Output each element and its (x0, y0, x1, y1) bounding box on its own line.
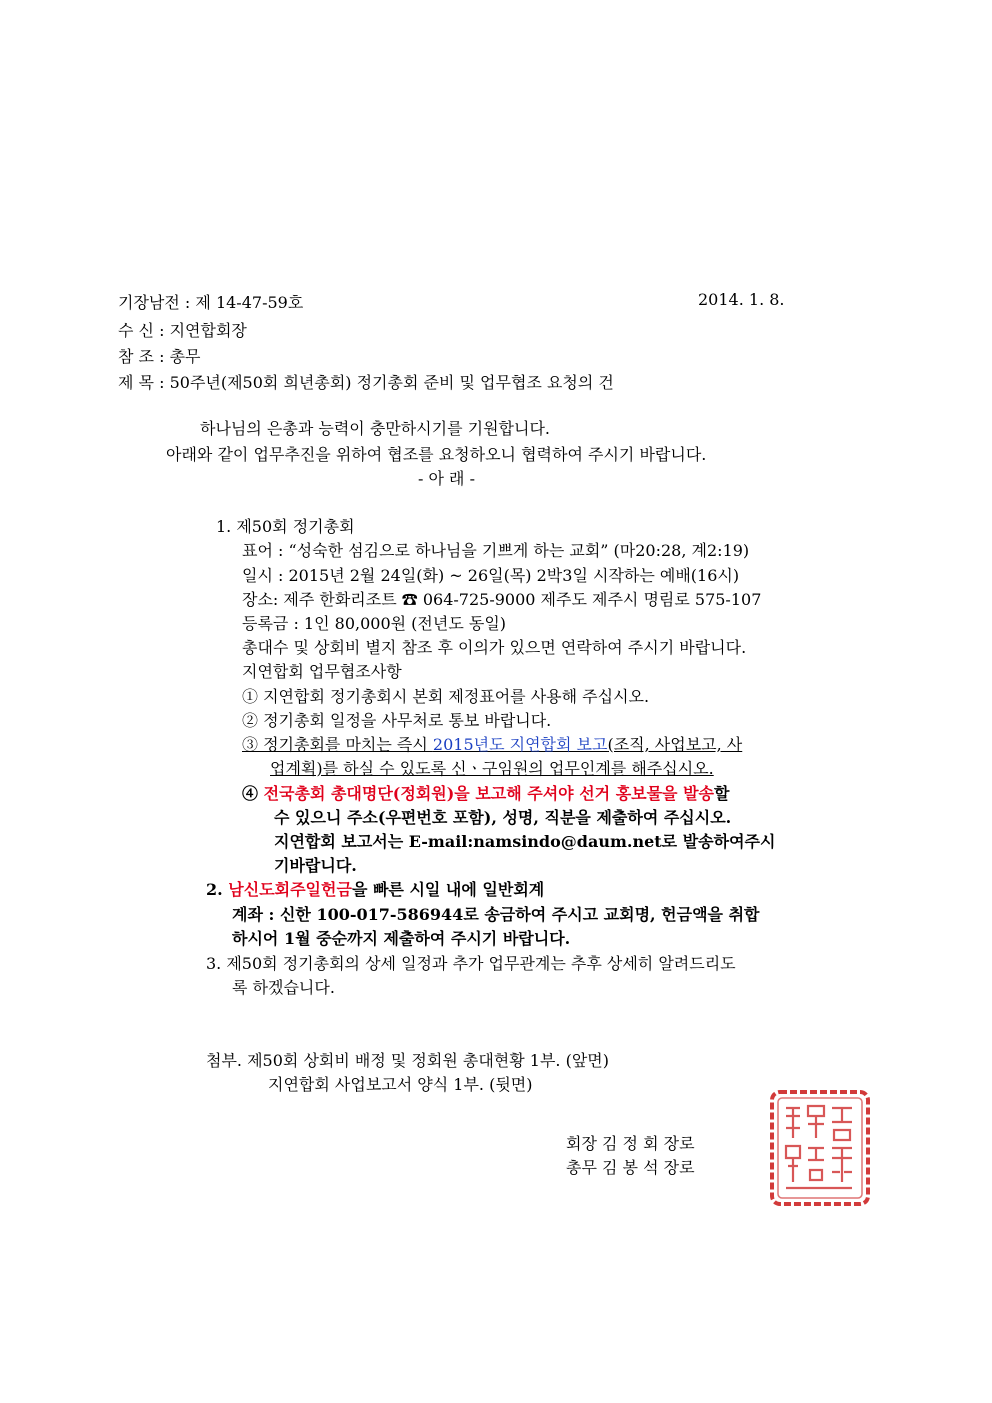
recipient-label: 수 신 : (118, 321, 165, 340)
coop-item-4-line4: 기바랍니다. (274, 856, 357, 875)
coop-item-4-num: ④ (242, 784, 264, 803)
section-heading: - 아 래 - (418, 469, 475, 488)
coop-item-3-cont: 업계획)를 하실 수 있도록 신ㆍ구임원의 업무인계를 해주십시오. (270, 759, 714, 778)
item1-fee: 등록금 : 1인 80,000원 (전년도 동일) (242, 614, 507, 633)
official-seal-icon (768, 1088, 872, 1208)
item1-place: 장소: 제주 한화리조트 ☎ 064-725-9000 제주도 제주시 명림로 575-107 (242, 590, 762, 609)
recipient-row (118, 318, 247, 341)
item2-account: 계좌 : 신한 100-017-586944로 송금하여 주시고 교회명, 헌금액을 취합 (232, 905, 760, 924)
item1-title: 1. 제50회 정기총회 (216, 517, 355, 536)
doc-number-row (118, 290, 303, 313)
coop-item-4-emphasis: 전국총회 총대명단(정회원)을 보고해 주셔야 선거 홍보물을 발송 (263, 784, 714, 803)
coop-item-2: ② 정기총회 일정을 사무처로 통보 바랍니다. (242, 711, 552, 730)
item1-datetime: 일시 : 2015년 2월 24일(화) ~ 26일(목) 2박3일 시작하는 예배(16시) (242, 566, 740, 585)
coop-item-3-a: ③ 정기총회를 마치는 즉시 (242, 735, 433, 754)
request-line: 아래와 같이 업무추진을 위하여 협조를 요청하오니 협력하여 주시기 바랍니다. (166, 445, 707, 464)
coop-item-4-tail: 할 (714, 784, 730, 803)
reference-row (118, 344, 201, 367)
doc-number-label: 기장남전 : (118, 293, 191, 312)
item1-note: 총대수 및 상회비 별지 참조 후 이의가 있으면 연락하여 주시기 바랍니다. (242, 638, 747, 657)
doc-date: 2014. 1. 8. (698, 290, 785, 309)
coop-title: 지연합회 업무협조사항 (242, 662, 402, 681)
coop-item-1: ① 지연합회 정기총회시 본회 제정표어를 사용해 주십시오. (242, 687, 650, 706)
reference-label: 참 조 : (118, 347, 165, 366)
item1-motto: 표어 : “성숙한 섬김으로 하나님을 기쁘게 하는 교회” (마20:28, 계2:19) (242, 541, 750, 560)
item2-title (206, 877, 544, 900)
item3-line1: 3. 제50회 정기총회의 상세 일정과 추가 업무관계는 추후 상세히 알려드리도 (206, 954, 736, 973)
coop-item-3-c: (조직, 사업보고, 사 (607, 735, 743, 754)
coop-item-4-line3: 지연합회 보고서는 E-mail:namsindo@daum.net로 발송하여주시 (274, 832, 776, 851)
greeting: 하나님의 은총과 능력이 충만하시기를 기원합니다. (200, 419, 551, 438)
coop-item-4-line2: 수 있으니 주소(우편번호 포함), 성명, 직분을 제출하여 주십시오. (274, 808, 732, 827)
doc-number: 제 14-47-59호 (195, 293, 304, 312)
item2-rest: 을 빠른 시일 내에 일반회계 (351, 880, 545, 899)
item2-number: 2. (206, 880, 229, 899)
item3-line2: 록 하겠습니다. (232, 978, 335, 997)
attachment-1: 첨부. 제50회 상회비 배정 및 정회원 총대현황 1부. (앞면) (206, 1051, 610, 1070)
signature-president: 회장 김 정 회 장로 (566, 1134, 695, 1153)
signature-secretary: 총무 김 봉 석 장로 (566, 1158, 695, 1177)
subject-label: 제 목 : (118, 373, 165, 392)
attachment-2: 지연합회 사업보고서 양식 1부. (뒷면) (268, 1075, 533, 1094)
subject-row (118, 370, 614, 393)
coop-item-4 (242, 781, 729, 804)
subject: 50주년(제50회 희년총회) 정기총회 준비 및 업무협조 요청의 건 (169, 373, 614, 392)
coop-item-3-link: 2015년도 지연합회 보고 (432, 735, 608, 754)
coop-item-3 (242, 732, 742, 755)
reference: 총무 (169, 347, 201, 366)
recipient: 지연합회장 (169, 321, 247, 340)
item2-emphasis: 남신도회주일헌금 (228, 880, 352, 899)
item2-deadline: 하시어 1월 중순까지 제출하여 주시기 바랍니다. (232, 929, 571, 948)
